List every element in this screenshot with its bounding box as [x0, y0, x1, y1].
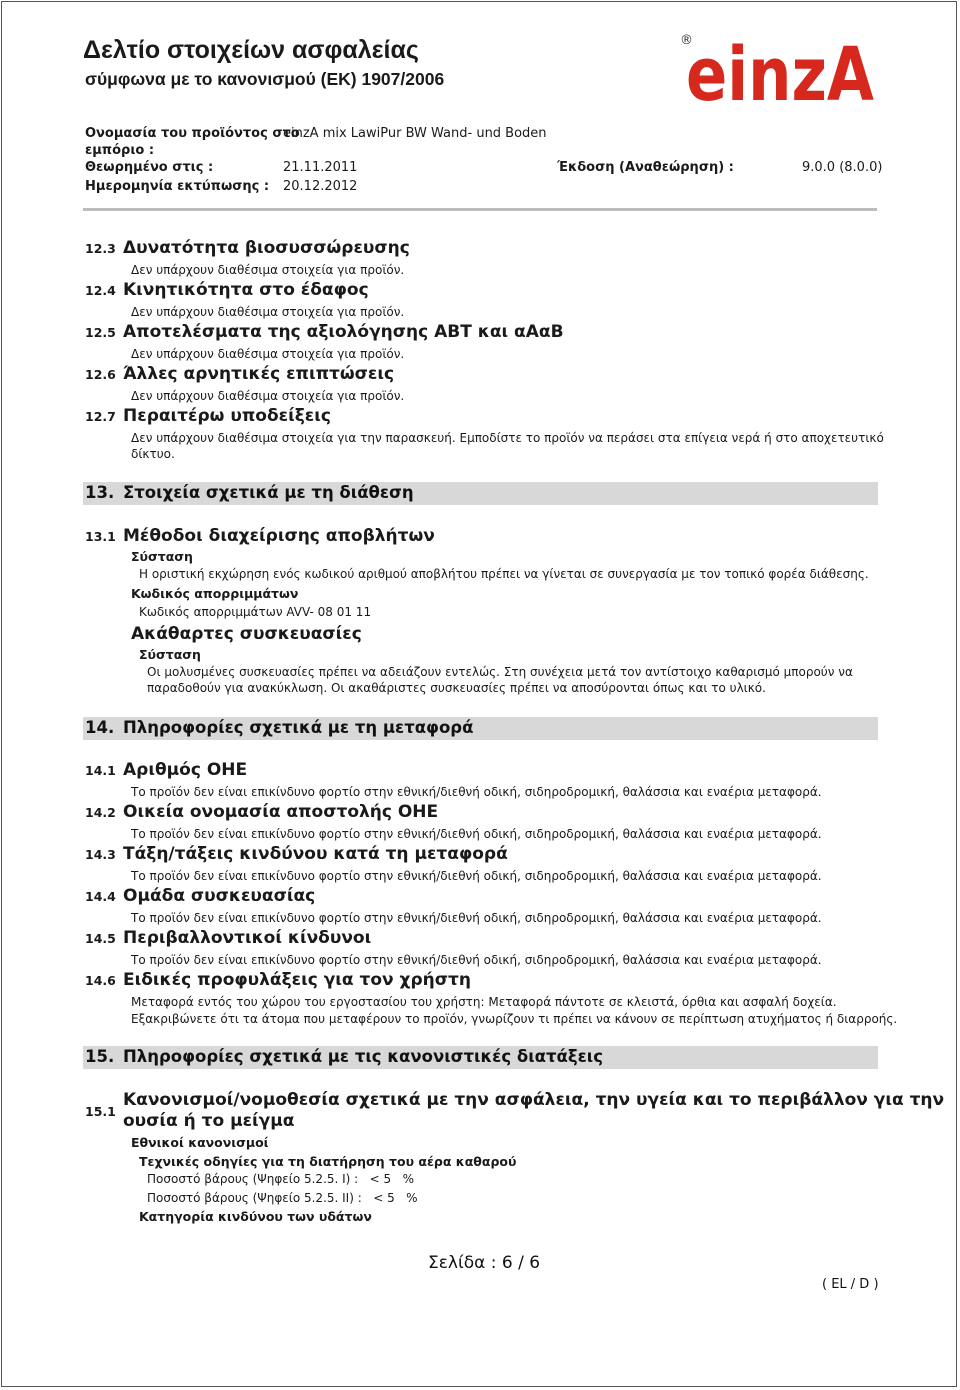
subsection-number: 14.1 [85, 763, 116, 778]
water-hazard-label: Κατηγορία κινδύνου των υδάτων [139, 1209, 372, 1224]
einza-logo [676, 26, 878, 110]
section-title: Στοιχεία σχετικά με τη διάθεση [123, 483, 414, 502]
subsection-text: Το προϊόν δεν είναι επικίνδυνο φορτίο στην εθνική/διεθνή οδική, σιδηροδρομική, θαλάσσια και εναέρια μεταφορά. [131, 953, 822, 967]
subsection-text: Το προϊόν δεν είναι επικίνδυνο φορτίο στην εθνική/διεθνή οδική, σιδηροδρομική, θαλάσσια και εναέρια μεταφορά. [131, 911, 822, 925]
section-number: 12.3 [85, 241, 116, 256]
subsection-heading: Αριθμός ΟΗΕ [123, 760, 248, 780]
section-heading: Κινητικότητα στο έδαφος [123, 280, 369, 300]
section-text: Δεν υπάρχουν διαθέσιμα στοιχεία για προϊόν. [131, 389, 405, 403]
subsection-number: 15.1 [85, 1104, 116, 1119]
subsection-heading: Μέθοδοι διαχείρισης αποβλήτων [123, 526, 435, 546]
subsection-heading: Κανονισμοί/νομοθεσία σχετικά με την ασφάλεια, την υγεία και το περιβάλλον για την [123, 1090, 945, 1110]
page-number: Σελίδα : 6 / 6 [428, 1253, 541, 1273]
subsection-heading-cont: ουσία ή το μείγμα [123, 1111, 295, 1131]
subsection-number: 14.4 [85, 889, 116, 904]
subsection-number: 14.5 [85, 931, 116, 946]
waste-code-label: Κωδικός απορριμμάτων [131, 586, 299, 601]
packaging-text-cont: παραδοθούν για ανακύκλωση. Οι ακαθάριστες συσκευασίες πρέπει να αποσύρονται όπως και το υλικό. [147, 681, 766, 695]
logo-wordmark: einzA [686, 32, 874, 106]
section-text-cont: δίκτυο. [131, 447, 175, 461]
subsection-number: 14.3 [85, 847, 116, 862]
print-date-value: 20.12.2012 [283, 179, 358, 194]
subsection-number: 13.1 [85, 529, 116, 544]
packaging-text: Οι μολυσμένες συσκευασίες πρέπει να αδειάζουν εντελώς. Στη συνέχεια μετά τον αντίστοιχο καθαρισμό μπορούν να [147, 665, 853, 679]
section-band-15 [83, 1046, 878, 1069]
version-label: Έκδοση (Αναθεώρηση) : [557, 160, 734, 175]
subsection-heading: Οικεία ονομασία αποστολής ΟΗΕ [123, 802, 439, 822]
section-number: 12.5 [85, 325, 116, 340]
section-text: Δεν υπάρχουν διαθέσιμα στοιχεία για προϊόν. [131, 263, 405, 277]
section-text: Δεν υπάρχουν διαθέσιμα στοιχεία για την παρασκευή. Εμποδίστε το προϊόν να περάσει στα επίγεια νερά ή στο αποχετευτικό [131, 431, 884, 445]
section-title: Πληροφορίες σχετικά με τη μεταφορά [123, 718, 474, 737]
section-number: 14. [85, 718, 115, 737]
subsection-heading: Τάξη/τάξεις κινδύνου κατά τη μεταφορά [123, 844, 508, 864]
registered-mark: ® [680, 33, 693, 48]
print-date-label: Ημερομηνία εκτύπωσης : [85, 179, 270, 194]
subsection-text: Το προϊόν δεν είναι επικίνδυνο φορτίο στην εθνική/διεθνή οδική, σιδηροδρομική, θαλάσσια και εναέρια μεταφορά. [131, 827, 822, 841]
section-number: 12.6 [85, 367, 116, 382]
product-value: einzA mix LawiPur BW Wand- und Boden [283, 126, 547, 141]
subsection-text: Το προϊόν δεν είναι επικίνδυνο φορτίο στην εθνική/διεθνή οδική, σιδηροδρομική, θαλάσσια και εναέρια μεταφορά. [131, 869, 822, 883]
revised-label: Θεωρημένο στις : [85, 160, 214, 175]
subsection-heading: Ειδικές προφυλάξεις για τον χρήστη [123, 970, 471, 990]
document-subtitle: σύμφωνα με το κανονισμού (ΕΚ) 1907/2006 [85, 69, 445, 89]
section-text: Δεν υπάρχουν διαθέσιμα στοιχεία για προϊόν. [131, 305, 405, 319]
section-heading: Περαιτέρω υποδείξεις [123, 406, 331, 426]
subsection-text: Το προϊόν δεν είναι επικίνδυνο φορτίο στην εθνική/διεθνή οδική, σιδηροδρομική, θαλάσσια και εναέρια μεταφορά. [131, 785, 822, 799]
packaging-recommendation-label: Σύσταση [139, 647, 201, 662]
air-quality-row: Ποσοστό βάρους (Ψηφείο 5.2.5. ΙΙ) : < 5 % [147, 1191, 418, 1205]
section-band-14 [83, 717, 878, 740]
section-band-13 [83, 482, 878, 505]
recommendation-text: Η οριστική εκχώρηση ενός κωδικού αριθμού αποβλήτου πρέπει να γίνεται σε συνεργασία με τον τοπικό φορέα διάθεσης. [139, 567, 869, 581]
version-value: 9.0.0 (8.0.0) [802, 160, 883, 175]
recommendation-label: Σύσταση [131, 549, 193, 564]
section-number: 13. [85, 483, 115, 502]
subsection-number: 14.6 [85, 973, 116, 988]
waste-code-text: Κωδικός απορριμμάτων AVV- 08 01 11 [139, 605, 372, 619]
section-number: 12.4 [85, 283, 116, 298]
section-title: Πληροφορίες σχετικά με τις κανονιστικές διατάξεις [123, 1047, 603, 1066]
subsection-heading: Ομάδα συσκευασίας [123, 886, 316, 906]
header-divider [83, 208, 877, 211]
subsection-text: Μεταφορά εντός του χώρου του εργοστασίου του χρήστη: Μεταφορά πάντοτε σε κλειστά, όρθια και ασφαλή δοχεία. [131, 995, 837, 1009]
contaminated-packaging-heading: Ακάθαρτες συσκευασίες [131, 624, 362, 644]
air-quality-label: Τεχνικές οδηγίες για τη διατήρηση του αέρα καθαρού [139, 1154, 517, 1169]
subsection-text-cont: Εξακριβώνετε ότι τα άτομα που μεταφέρουν το προϊόν, γνωρίζουν τι πρέπει να κάνουν σε περίπτωση ατυχήματος ή διαρροής. [131, 1012, 898, 1026]
section-number: 12.7 [85, 409, 116, 424]
einza-logo-graphic [676, 26, 878, 106]
subsection-heading: Περιβαλλοντικοί κίνδυνοι [123, 928, 372, 948]
document-title: Δελτίο στοιχείων ασφαλείας [83, 36, 419, 64]
section-heading: Αποτελέσματα της αξιολόγησης ΑΒΤ και αΑαΒ [123, 322, 564, 342]
section-heading: Δυνατότητα βιοσυσσώρευσης [123, 238, 410, 258]
national-regulations-label: Εθνικοί κανονισμοί [131, 1135, 269, 1150]
section-number: 15. [85, 1047, 115, 1066]
section-text: Δεν υπάρχουν διαθέσιμα στοιχεία για προϊόν. [131, 347, 405, 361]
product-label: Ονομασία του προϊόντος στο [85, 126, 300, 141]
subsection-number: 14.2 [85, 805, 116, 820]
section-heading: Άλλες αρνητικές επιπτώσεις [123, 364, 395, 384]
air-quality-row: Ποσοστό βάρους (Ψηφείο 5.2.5. Ι) : < 5 % [147, 1172, 415, 1186]
language-code: ( EL / D ) [822, 1277, 879, 1292]
product-label-cont: εμπόριο : [85, 143, 155, 158]
revised-value: 21.11.2011 [283, 160, 358, 175]
